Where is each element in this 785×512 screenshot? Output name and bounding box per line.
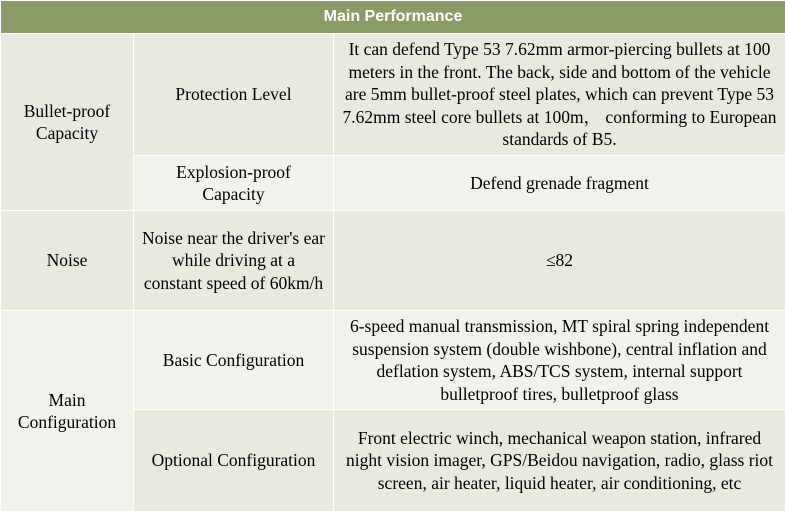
table-title: Main Performance bbox=[1, 1, 785, 34]
item-cell-explosion-proof bbox=[134, 156, 334, 211]
value-cell-protection-level bbox=[334, 34, 785, 156]
item-label: Noise near the driver's ear while driving at a constant speed of 60km/h bbox=[142, 228, 325, 293]
item-cell-protection-level bbox=[134, 34, 334, 156]
value-cell-basic-configuration bbox=[334, 311, 785, 410]
group-cell-bullet-proof bbox=[1, 34, 134, 211]
item-label: Basic Configuration bbox=[163, 350, 304, 370]
group-label: Bullet-proof Capacity bbox=[24, 101, 111, 144]
item-label: Optional Configuration bbox=[152, 450, 316, 470]
group-label: Noise bbox=[47, 250, 88, 270]
item-cell-optional-configuration bbox=[134, 410, 334, 512]
value-cell-noise bbox=[334, 211, 785, 311]
item-cell-noise bbox=[134, 211, 334, 311]
table-row bbox=[1, 211, 785, 311]
group-cell-noise bbox=[1, 211, 134, 311]
item-cell-basic-configuration bbox=[134, 311, 334, 410]
group-label: Main Configuration bbox=[18, 390, 116, 433]
value-cell-optional-configuration bbox=[334, 410, 785, 512]
item-value: 6-speed manual transmission, MT spiral spring independent suspension system (double wishbone), central inflation and deflation system, ABS/TCS system, internal support bulletproof tires, bulletproof glass bbox=[350, 316, 769, 404]
value-cell-explosion-proof bbox=[334, 156, 785, 211]
item-value: ≤82 bbox=[546, 250, 573, 270]
item-label: Explosion-proof Capacity bbox=[176, 162, 291, 205]
group-cell-main-configuration bbox=[1, 311, 134, 512]
table-row bbox=[1, 34, 785, 156]
item-label: Protection Level bbox=[175, 84, 291, 104]
item-value: Front electric winch, mechanical weapon station, infrared night vision imager, GPS/Beidou navigation, radio, glass riot screen, air heater, liquid heater, air conditioning, etc bbox=[346, 428, 773, 493]
item-value: It can defend Type 53 7.62mm armor-piercing bullets at 100 meters in the front. The back, side and bottom of the vehicle are 5mm bullet-proof steel plates, which can prevent Type 53 7.62mm steel core bullets at 100m， conforming to European standards of B5. bbox=[343, 39, 777, 149]
table-row bbox=[1, 311, 785, 410]
table-header-row bbox=[1, 1, 785, 34]
item-value: Defend grenade fragment bbox=[470, 173, 649, 193]
